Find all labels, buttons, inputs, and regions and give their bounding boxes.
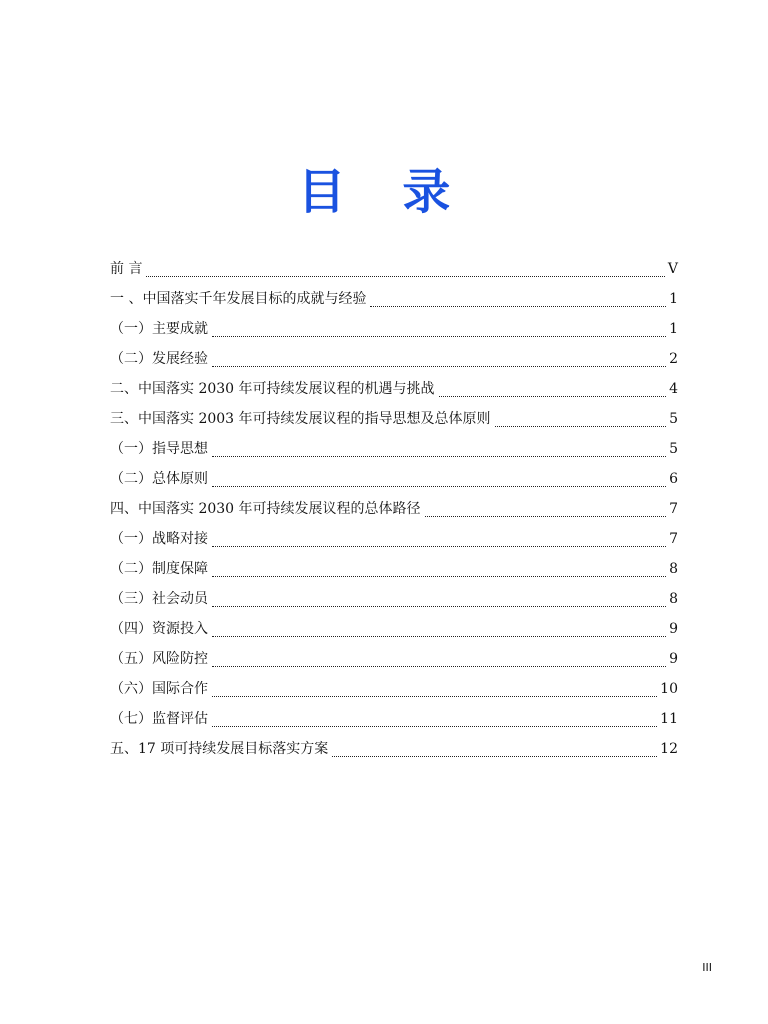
toc-dot-leader xyxy=(212,325,666,339)
toc-dot-leader xyxy=(212,685,657,699)
toc-entry-page: 11 xyxy=(660,711,678,727)
toc-entry-label: 三、中国落实 2003 年可持续发展议程的指导思想及总体原则 xyxy=(110,411,491,427)
toc-entry[interactable] xyxy=(110,464,678,494)
toc-entry[interactable] xyxy=(110,554,678,584)
toc-entry-page: 1 xyxy=(669,291,678,307)
toc-entry-label: （一）战略对接 xyxy=(110,531,208,547)
toc-entry[interactable] xyxy=(110,254,678,284)
toc-entry-label: （五）风险防控 xyxy=(110,651,208,667)
table-of-contents xyxy=(110,254,678,764)
toc-entry-label: 前 言 xyxy=(110,261,143,277)
toc-entry-page: V xyxy=(667,261,678,277)
toc-entry-label: （二）制度保障 xyxy=(110,561,208,577)
toc-entry-page: 8 xyxy=(669,561,678,577)
toc-entry-label: 四、中国落实 2030 年可持续发展议程的总体路径 xyxy=(110,501,421,517)
toc-entry-label: （三）社会动员 xyxy=(110,591,208,607)
toc-dot-leader xyxy=(212,595,666,609)
toc-dot-leader xyxy=(212,475,666,489)
toc-entry-page: 9 xyxy=(669,621,678,637)
toc-dot-leader xyxy=(212,715,657,729)
toc-entry-page: 10 xyxy=(660,681,678,697)
toc-entry[interactable] xyxy=(110,614,678,644)
toc-dot-leader xyxy=(212,625,666,639)
toc-entry-label: （一）主要成就 xyxy=(110,321,208,337)
toc-entry-label: 五、17 项可持续发展目标落实方案 xyxy=(110,741,329,757)
toc-entry[interactable] xyxy=(110,734,678,764)
toc-entry[interactable] xyxy=(110,524,678,554)
toc-entry[interactable] xyxy=(110,584,678,614)
toc-entry-page: 2 xyxy=(669,351,678,367)
toc-entry-page: 12 xyxy=(660,741,678,757)
page-number: III xyxy=(702,961,712,974)
page-title: 目 录 xyxy=(297,164,471,220)
toc-entry-label: （四）资源投入 xyxy=(110,621,208,637)
toc-dot-leader xyxy=(212,655,666,669)
toc-entry-label: 二、中国落实 2030 年可持续发展议程的机遇与挑战 xyxy=(110,381,435,397)
toc-entry[interactable] xyxy=(110,674,678,704)
toc-dot-leader xyxy=(425,505,667,519)
toc-entry-page: 7 xyxy=(669,531,678,547)
toc-dot-leader xyxy=(212,445,666,459)
toc-entry[interactable] xyxy=(110,434,678,464)
toc-dot-leader xyxy=(212,565,666,579)
toc-entry[interactable] xyxy=(110,374,678,404)
toc-entry-page: 8 xyxy=(669,591,678,607)
toc-entry[interactable] xyxy=(110,644,678,674)
toc-entry[interactable] xyxy=(110,404,678,434)
toc-entry-page: 7 xyxy=(669,501,678,517)
toc-dot-leader xyxy=(439,385,667,399)
toc-entry-page: 4 xyxy=(669,381,678,397)
toc-entry-label: （七）监督评估 xyxy=(110,711,208,727)
toc-entry-label: 一 、中国落实千年发展目标的成就与经验 xyxy=(110,291,367,307)
toc-entry[interactable] xyxy=(110,344,678,374)
toc-entry-label: （一）指导思想 xyxy=(110,441,208,457)
toc-dot-leader xyxy=(370,295,666,309)
toc-entry[interactable] xyxy=(110,314,678,344)
toc-dot-leader xyxy=(212,355,666,369)
toc-entry-page: 6 xyxy=(669,471,678,487)
toc-entry-page: 5 xyxy=(669,441,678,457)
toc-entry-label: （六）国际合作 xyxy=(110,681,208,697)
toc-entry-page: 5 xyxy=(669,411,678,427)
toc-entry-page: 1 xyxy=(669,321,678,337)
toc-dot-leader xyxy=(212,535,666,549)
toc-dot-leader xyxy=(495,415,667,429)
toc-dot-leader xyxy=(146,265,664,279)
toc-entry[interactable] xyxy=(110,704,678,734)
toc-entry-label: （二）发展经验 xyxy=(110,351,208,367)
toc-entry-page: 9 xyxy=(669,651,678,667)
toc-entry[interactable] xyxy=(110,494,678,524)
toc-dot-leader xyxy=(332,745,657,759)
toc-entry-label: （二）总体原则 xyxy=(110,471,208,487)
toc-entry[interactable] xyxy=(110,284,678,314)
